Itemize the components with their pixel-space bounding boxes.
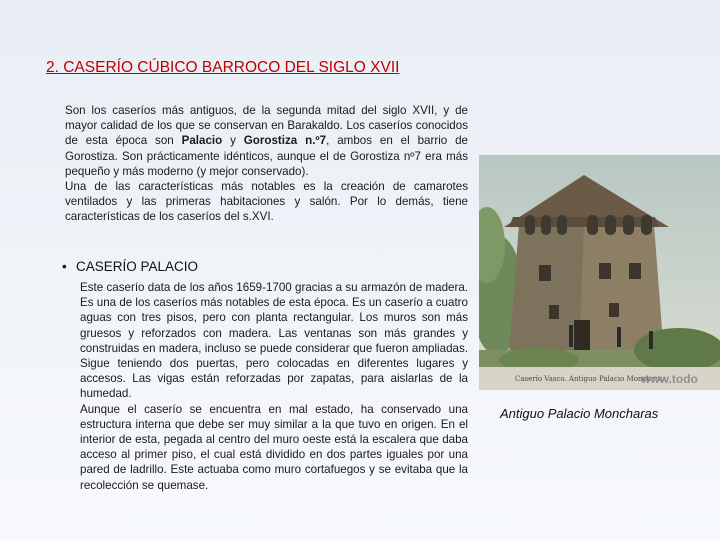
section-heading <box>62 259 198 274</box>
photo-caption: Antiguo Palacio Moncharas <box>500 406 659 421</box>
intro-part1: Son los caseríos más antiguos, de la segunda mitad del siglo XVII, y de mayor calidad de los que se conservan en Barakaldo. Los caseríos conocidos de esta época son <box>65 104 468 148</box>
bullet-marker: • <box>62 259 67 274</box>
photo-printed-caption: Caserío Vasco. Antiguo Palacio Moncharas <box>515 375 667 383</box>
page-title: 2. CASERÍO CÚBICO BARROCO DEL SIGLO XVII <box>46 59 400 76</box>
intro-text-2: Una de las características más notables es la creación de camarotes ventilados y las primeras habitaciones y salón. Por lo demás, tiene características de los caseríos del s.XVI. <box>65 180 468 224</box>
intro-bold-gorostiza: Gorostiza n.º7 <box>243 134 327 148</box>
intro-bold-palacio: Palacio <box>181 134 223 148</box>
body-text-1: Este caserío data de los años 1659-1700 gracias a su armazón de madera. Es una de los caseríos más notables de esta época. Es un caserío a cuatro aguas con tres pisos, pero con planta rectangular. Los muros son más gruesos y reforzados con madera. Las ventanas son más grandes y construidas en madera, incluso se puede considerar que fueron ampliadas. Sigue teniendo dos puertas, pero colocadas en diferentes lugares y accesos. Las vigas están reforzadas por zapatas, para aislarlas de la humedad. <box>80 281 468 401</box>
body-paragraph <box>80 280 468 493</box>
intro-part3: , ambos en el barrio de Gorostiza. Son prácticamente idénticos, aunque el de Gorostiza nº7 era más pequeño y más moderno (y mejor conservado). <box>65 134 468 178</box>
palace-illustration <box>479 155 720 390</box>
intro-paragraph <box>65 103 468 225</box>
palace-photo <box>479 155 720 390</box>
body-text-2: Aunque el caserío se encuentra en mal estado, ha conservado una estructura interna que debe ser muy similar a la que tuvo en origen. En el interior de esta, pegada al centro del muro oeste está la escalera que daba acceso al primer piso, el cual está dividido en dos partes iguales por una pared de ladrillo. Este actuaba como muro cortafuegos y se evitaba que la recolección se quemase. <box>80 402 468 492</box>
intro-text-1 <box>65 103 468 179</box>
photo-watermark: www.todo <box>641 372 698 386</box>
intro-part2: y <box>222 134 244 148</box>
section-heading-label: CASERÍO PALACIO <box>76 259 199 274</box>
